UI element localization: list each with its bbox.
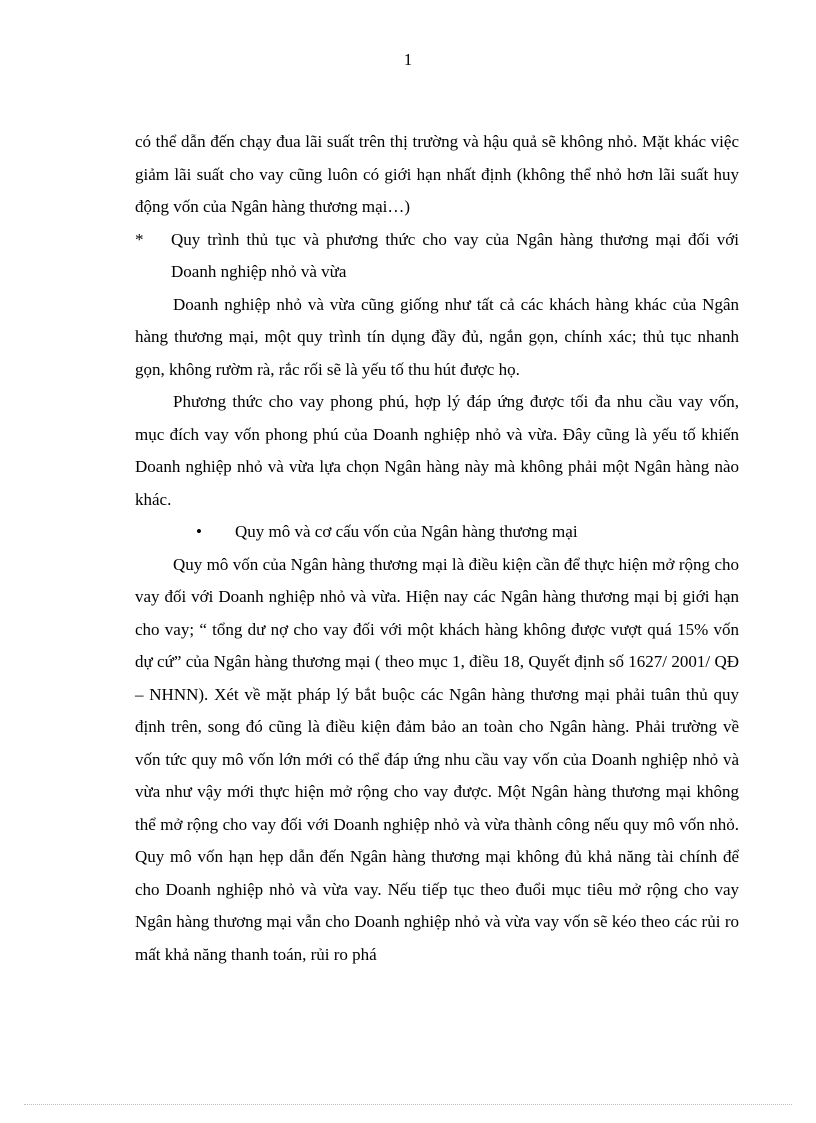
capital-paragraph: Quy mô vốn của Ngân hàng thương mại là điều kiện cần để thực hiện mở rộng cho vay đối với Doanh nghiệp nhỏ và vừa. Hiện nay các Ngân hàng thương mại bị giới hạn cho vay; “ tổng dư nợ cho vay đối với một khách hàng không được vượt quá 15% vốn dự cứ” của Ngân hàng thương mại ( theo mục 1, điều 18, Quyết định số 1627/ 2001/ QĐ – NHNN). Xét về mặt pháp lý bắt buộc các Ngân hàng thương mại phải tuân thủ quy định trên, song đó cũng là điều kiện đảm bảo an toàn cho Ngân hàng. Phải trường về vốn tức quy mô vốn lớn mới có thể đáp ứng nhu cầu vay vốn của Doanh nghiệp nhỏ và vừa như vậy mới thực hiện mở rộng cho vay được. Một Ngân hàng thương mại không thể mở rộng cho vay đối với Doanh nghiệp nhỏ và vừa thành công nếu quy mô vốn nhỏ. Quy mô vốn hạn hẹp dẫn đến Ngân hàng thương mại không đủ khả năng tài chính để cho Doanh nghiệp nhỏ và vừa vay. Nếu tiếp tục theo đuổi mục tiêu mở rộng cho vay Ngân hàng thương mại vẫn cho Doanh nghiệp nhỏ và vừa vay vốn sẽ kéo theo các rủi ro mất khả năng thanh toán, rủi ro phá [135, 554, 739, 964]
page-bottom-divider [24, 1104, 792, 1105]
section-heading-capital [135, 516, 739, 549]
section-heading-procedure-text: Quy trình thủ tục và phương thức cho vay của Ngân hàng thương mại đối với Doanh nghiệp nhỏ và vừa [171, 229, 739, 281]
lending-method-paragraph: Phương thức cho vay phong phú, hợp lý đáp ứng được tối đa nhu cầu vay vốn, mục đích vay vốn phong phú của Doanh nghiệp nhỏ và vừa. Đây cũng là yếu tố khiến Doanh nghiệp nhỏ và vừa lựa chọn Ngân hàng này mà không phải một Ngân hàng nào khác. [135, 392, 739, 509]
continuation-paragraph: có thể dẫn đến chạy đua lãi suất trên thị trường và hậu quả sẽ không nhỏ. Mặt khác việc giảm lãi suất cho vay cũng luôn có giới hạn nhất định (không thể nhỏ hơn lãi suất huy động vốn của Ngân hàng thương mại…) [135, 132, 739, 216]
document-body [135, 126, 739, 971]
procedure-paragraph: Doanh nghiệp nhỏ và vừa cũng giống như tất cả các khách hàng khác của Ngân hàng thương mại, một quy trình tín dụng đầy đủ, ngắn gọn, chính xác; thủ tục nhanh gọn, không rườm rà, rắc rối sẽ là yếu tố thu hút được họ. [135, 294, 739, 379]
section-heading-capital-text: Quy mô và cơ cấu vốn của Ngân hàng thương mại [235, 522, 578, 541]
asterisk-marker: * [135, 229, 144, 249]
section-heading-procedure [135, 224, 739, 289]
page-number: 1 [403, 50, 413, 69]
bullet-icon: • [196, 522, 202, 541]
